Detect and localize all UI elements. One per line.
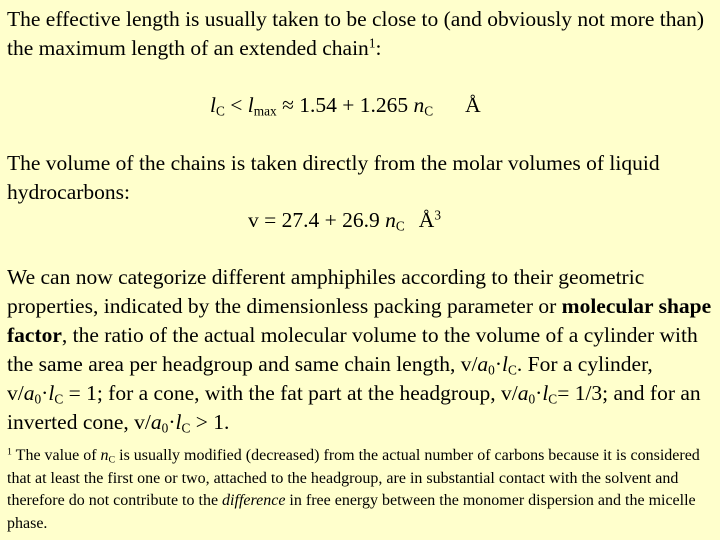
term-molecular-shape-factor: molecular shape factor [7, 294, 712, 347]
equation-chain-length: $l_C < l_{max} \approx 1.54 + 1.265$ $n_C$ Å [210, 93, 481, 119]
unit-angstrom: Å [465, 93, 481, 117]
footnote-marker: 1 [7, 446, 12, 458]
paragraph-packing-parameter: We can now categorize different amphiphiles according to their geometric properties, indicated by the dimensionless packing parameter or molecular shape factor, the ratio of the actual molecular volume to the volume of a cylinder with the same area per headgroup and same chain length, $v/a_0\cdot l_C$. For a cylinder, $v/a_0\cdot l_C = 1$; for a cone, with the fat part at the headgroup, $v/a_0\cdot l_C= 1/3$; and for an inverted cone, $v/a_0\cdot l_C > 1$. [7, 265, 712, 436]
equation-chain-volume: v = 27.4 + 26.9 $n_C$ $Å^3$ [248, 207, 441, 234]
ratio-expression: $a_0\cdot l_C$ [23, 381, 64, 407]
footnote-reference: 1 [368, 35, 376, 51]
ratio-expression: $a_0\cdot l_C$ [477, 352, 517, 378]
ratio-expression: $a_0\cdot l_C$ [150, 410, 191, 436]
footnote: $^1$ The value of $n_C$ is usually modified (decreased) from the actual number of carbons because it is considered that at least the first one or two, attached to the headgroup, are in substantial contact with the solvent and therefore do not contribute to the difference in free energy between the monomer dispersion and the micelle phase. [7, 446, 700, 532]
paragraph-chain-volume: The volume of the chains is taken directly from the molar volumes of liquid hydrocarbons: [7, 151, 660, 204]
ratio-expression: $a_0\cdot l_C$ [517, 381, 558, 407]
paragraph-text: The effective length is usually taken to be close to (and obviously not more than) the maximum length of an extended chain [7, 7, 704, 60]
paragraph-effective-length: The effective length is usually taken to be close to (and obviously not more than) the maximum length of an extended chain$^1$: [7, 7, 704, 60]
